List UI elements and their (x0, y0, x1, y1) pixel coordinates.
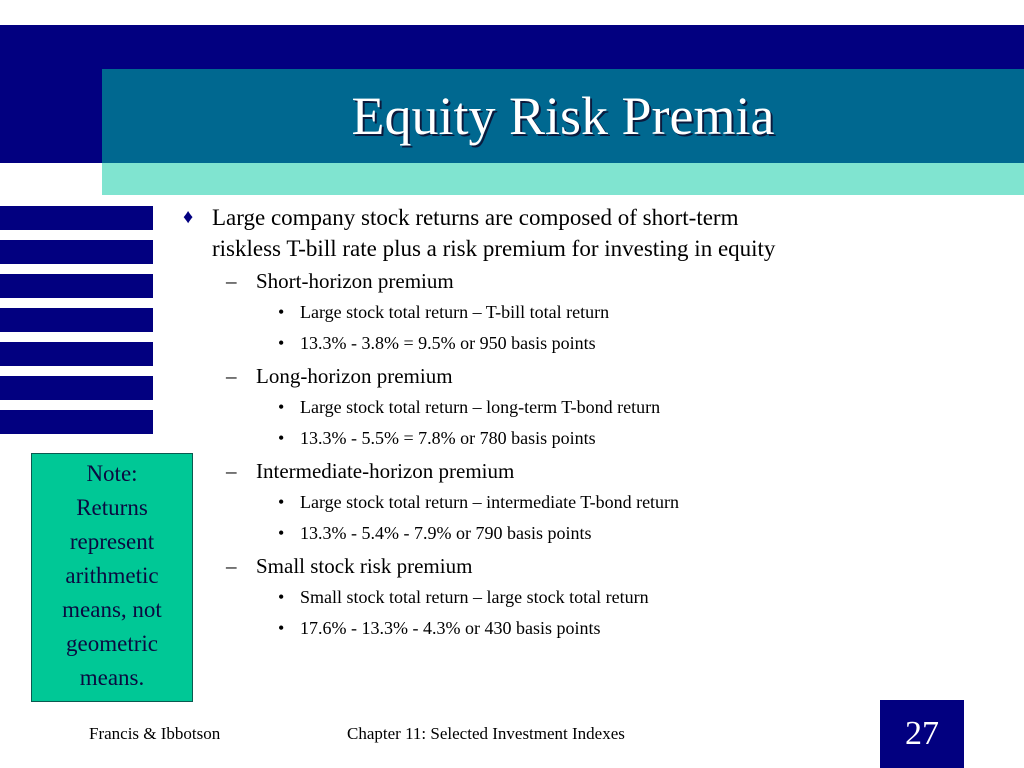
list-item (180, 487, 920, 518)
footer-chapter: Chapter 11: Selected Investment Indexes (347, 724, 625, 743)
main-bullet-line: Large company stock returns are composed of short-term (212, 205, 739, 230)
main-bullet (180, 202, 920, 264)
dot-bullet-icon: • (278, 523, 285, 543)
note-line: Note: (86, 461, 138, 486)
list-item (180, 582, 920, 613)
stripe (0, 274, 153, 298)
note-line: means, not (62, 597, 162, 622)
list-item-text: Large stock total return – intermediate T-bond return (300, 492, 680, 512)
list-item-text: 13.3% - 3.8% = 9.5% or 950 basis points (300, 333, 596, 353)
dot-bullet-icon: • (278, 397, 285, 417)
dot-bullet-icon: • (278, 333, 285, 353)
list-item-text: Large stock total return – T-bill total return (300, 302, 610, 322)
page-number: 27 (880, 700, 964, 768)
list-item (180, 392, 920, 423)
main-bullet-line: riskless T-bill rate plus a risk premium for investing in equity (212, 236, 776, 261)
section-heading (180, 456, 920, 487)
note-line: geometric (66, 631, 158, 656)
list-item (180, 423, 920, 454)
stripe (0, 206, 153, 230)
list-item (180, 328, 920, 359)
list-item (180, 518, 920, 549)
section-heading (180, 266, 920, 297)
list-item-text: 13.3% - 5.4% - 7.9% or 790 basis points (300, 523, 592, 543)
dot-bullet-icon: • (278, 618, 285, 638)
decorative-stripes (0, 206, 153, 444)
stripe (0, 240, 153, 264)
note-line: represent (69, 529, 155, 554)
section-heading (180, 551, 920, 582)
dot-bullet-icon: • (278, 428, 285, 448)
list-item-text: Large stock total return – long-term T-bond return (300, 397, 661, 417)
dash-bullet-icon: – (226, 269, 237, 293)
dash-bullet-icon: – (226, 364, 237, 388)
list-item-text: 17.6% - 13.3% - 4.3% or 430 basis points (300, 618, 601, 638)
stripe (0, 308, 153, 332)
list-item (180, 297, 920, 328)
diamond-bullet-icon: ♦ (183, 206, 194, 228)
section-heading-text: Short-horizon premium (256, 269, 454, 293)
stripe (0, 376, 153, 400)
section-heading-text: Small stock risk premium (256, 554, 473, 578)
note-line: Returns (76, 495, 148, 520)
slide-content (180, 202, 920, 644)
list-item-text: 13.3% - 5.5% = 7.8% or 780 basis points (300, 428, 596, 448)
section-heading-text: Long-horizon premium (256, 364, 453, 388)
dash-bullet-icon: – (226, 554, 237, 578)
stripe (0, 342, 153, 366)
list-item (180, 613, 920, 644)
note-box (31, 453, 193, 702)
dot-bullet-icon: • (278, 302, 285, 322)
slide-title: Equity Risk Premia (351, 86, 775, 146)
footer-author: Francis & Ibbotson (89, 724, 221, 743)
dot-bullet-icon: • (278, 587, 285, 607)
section-heading-text: Intermediate-horizon premium (256, 459, 515, 483)
section-heading (180, 361, 920, 392)
note-line: arithmetic (65, 563, 159, 588)
header-mint-band (102, 163, 1024, 195)
note-line: means. (79, 665, 145, 690)
stripe (0, 410, 153, 434)
list-item-text: Small stock total return – large stock total return (300, 587, 649, 607)
dash-bullet-icon: – (226, 459, 237, 483)
dot-bullet-icon: • (278, 492, 285, 512)
